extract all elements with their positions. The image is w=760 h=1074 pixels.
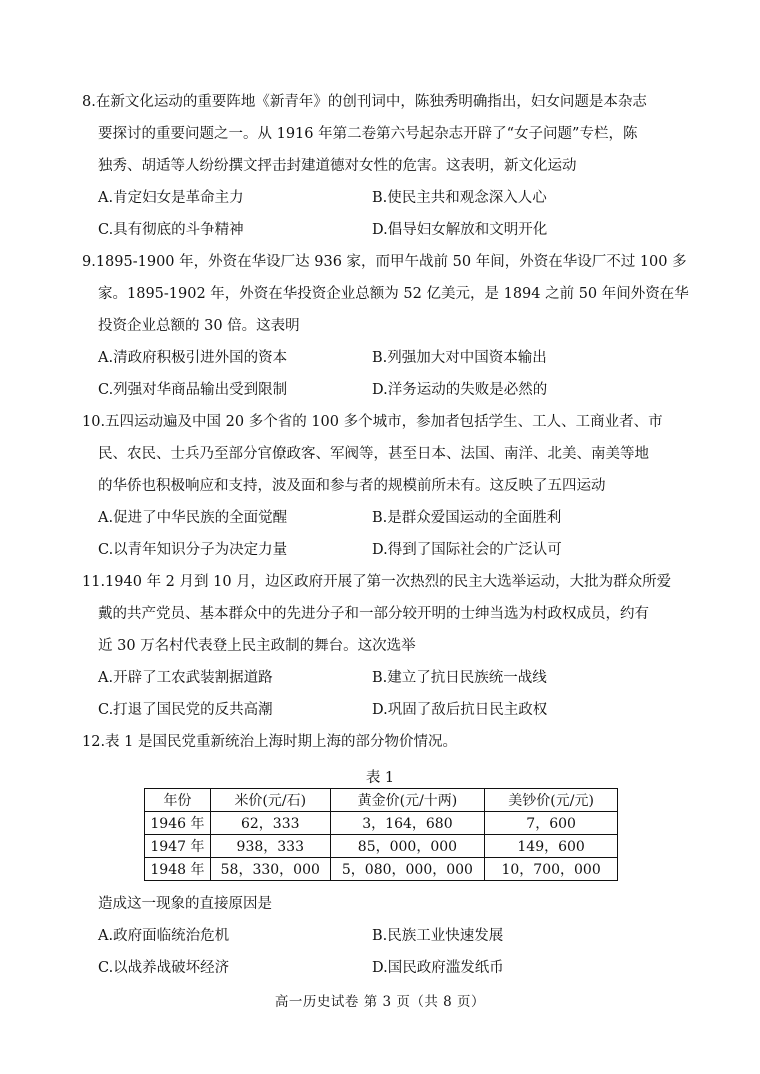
- header-usd: 美钞价(元/元): [485, 789, 618, 812]
- option-b[interactable]: B.列强加大对中国资本输出: [372, 350, 547, 366]
- option-b[interactable]: B.使民主共和观念深入人心: [372, 190, 547, 206]
- question-stem: [82, 566, 698, 662]
- question-stem: [82, 246, 698, 342]
- header-year: 年份: [145, 789, 211, 812]
- option-d[interactable]: D.国民政府滥发纸币: [372, 960, 504, 976]
- page-footer: 高一历史试卷 第 3 页（共 8 页）: [274, 994, 486, 1010]
- header-gold: 黄金价(元/十两): [330, 789, 485, 812]
- question-12: [82, 726, 698, 758]
- stem-line: 12.表 1 是国民党重新统治上海时期上海的部分物价情况。: [82, 734, 458, 750]
- option-c[interactable]: C.列强对华商品输出受到限制: [98, 382, 288, 398]
- question-11: [82, 566, 698, 726]
- options: [82, 662, 698, 726]
- cell-year: 1948 年: [145, 858, 211, 881]
- option-b[interactable]: B.是群众爱国运动的全面胜利: [372, 510, 562, 526]
- cell-usd: 7，600: [485, 812, 618, 835]
- question-stem: [82, 406, 698, 502]
- stem-line: 要探讨的重要问题之一。从 1916 年第二卷第六号起杂志开辟了“女子问题”专栏，陈: [98, 126, 638, 142]
- option-b[interactable]: B.建立了抗日民族统一战线: [372, 670, 547, 686]
- header-rice: 米价(元/石): [210, 789, 330, 812]
- options: [82, 920, 698, 984]
- table-row: [145, 812, 618, 835]
- stem-line: 家。1895-1902 年，外资在华投资企业总额为 52 亿美元，是 1894 之前 50 年间外资在华: [98, 286, 689, 302]
- stem-line: 民、农民、士兵乃至部分官僚政客、军阀等，甚至日本、法国、南洋、北美、南美等地: [98, 446, 649, 462]
- option-c[interactable]: C.具有彻底的斗争精神: [98, 222, 244, 238]
- table-header-row: [145, 789, 618, 812]
- option-c[interactable]: C.以战养战破坏经济: [98, 960, 230, 976]
- question-stem: [82, 888, 698, 920]
- price-table: [144, 788, 618, 881]
- question-10: [82, 406, 698, 566]
- stem-line: 的华侨也积极响应和支持，波及面和参与者的规模前所未有。这反映了五四运动: [98, 478, 606, 494]
- stem-line: 10.五四运动遍及中国 20 多个省的 100 多个城市，参加者包括学生、工人、工商业者、市: [82, 414, 663, 430]
- cell-rice: 938，333: [210, 835, 330, 858]
- stem-line: 11.1940 年 2 月到 10 月，边区政府开展了第一次热烈的民主大选举运动，大批为群众所爱: [82, 574, 672, 590]
- question-stem: [82, 726, 698, 758]
- option-a[interactable]: A.促进了中华民族的全面觉醒: [98, 510, 288, 526]
- option-c[interactable]: C.打退了国民党的反共高潮: [98, 702, 273, 718]
- cell-year: 1947 年: [145, 835, 211, 858]
- cell-gold: 3，164，680: [330, 812, 485, 835]
- stem-line: 投资企业总额的 30 倍。这表明: [98, 318, 300, 334]
- stem-line: 9.1895-1900 年，外资在华设厂达 936 家，而甲午战前 50 年间，外资在华设厂不过 100 多: [82, 254, 687, 270]
- cell-gold: 85，000，000: [330, 835, 485, 858]
- option-a[interactable]: A.清政府积极引进外国的资本: [98, 350, 288, 366]
- table-caption: 表 1: [365, 770, 395, 786]
- option-d[interactable]: D.倡导妇女解放和文明开化: [372, 222, 548, 238]
- question-9: [82, 246, 698, 406]
- question-8: [82, 86, 698, 246]
- cell-year: 1946 年: [145, 812, 211, 835]
- cell-rice: 62，333: [210, 812, 330, 835]
- cell-usd: 10，700，000: [485, 858, 618, 881]
- stem-line: 造成这一现象的直接原因是: [98, 896, 272, 912]
- options: [82, 502, 698, 566]
- cell-rice: 58，330，000: [210, 858, 330, 881]
- option-a[interactable]: A.开辟了工农武装割据道路: [98, 670, 273, 686]
- cell-gold: 5，080，000，000: [330, 858, 485, 881]
- stem-line: 8.在新文化运动的重要阵地《新青年》的创刊词中，陈独秀明确指出，妇女问题是本杂志: [82, 94, 647, 110]
- option-d[interactable]: D.洋务运动的失败是必然的: [372, 382, 548, 398]
- option-a[interactable]: A.肯定妇女是革命主力: [98, 190, 244, 206]
- option-d[interactable]: D.巩固了敌后抗日民主政权: [372, 702, 548, 718]
- options: [82, 182, 698, 246]
- option-b[interactable]: B.民族工业快速发展: [372, 928, 504, 944]
- stem-line: 戴的共产党员、基本群众中的先进分子和一部分较开明的士绅当选为村政权成员，约有: [98, 606, 649, 622]
- options: [82, 342, 698, 406]
- cell-usd: 149，600: [485, 835, 618, 858]
- option-c[interactable]: C.以青年知识分子为决定力量: [98, 542, 288, 558]
- stem-line: 独秀、胡适等人纷纷撰文抨击封建道德对女性的危害。这表明，新文化运动: [98, 158, 577, 174]
- table-row: [145, 835, 618, 858]
- table-row: [145, 858, 618, 881]
- option-a[interactable]: A.政府面临统治危机: [98, 928, 230, 944]
- option-d[interactable]: D.得到了国际社会的广泛认可: [372, 542, 562, 558]
- stem-line: 近 30 万名村代表登上民主政制的舞台。这次选举: [98, 638, 416, 654]
- question-12-continued: [82, 888, 698, 984]
- question-stem: [82, 86, 698, 182]
